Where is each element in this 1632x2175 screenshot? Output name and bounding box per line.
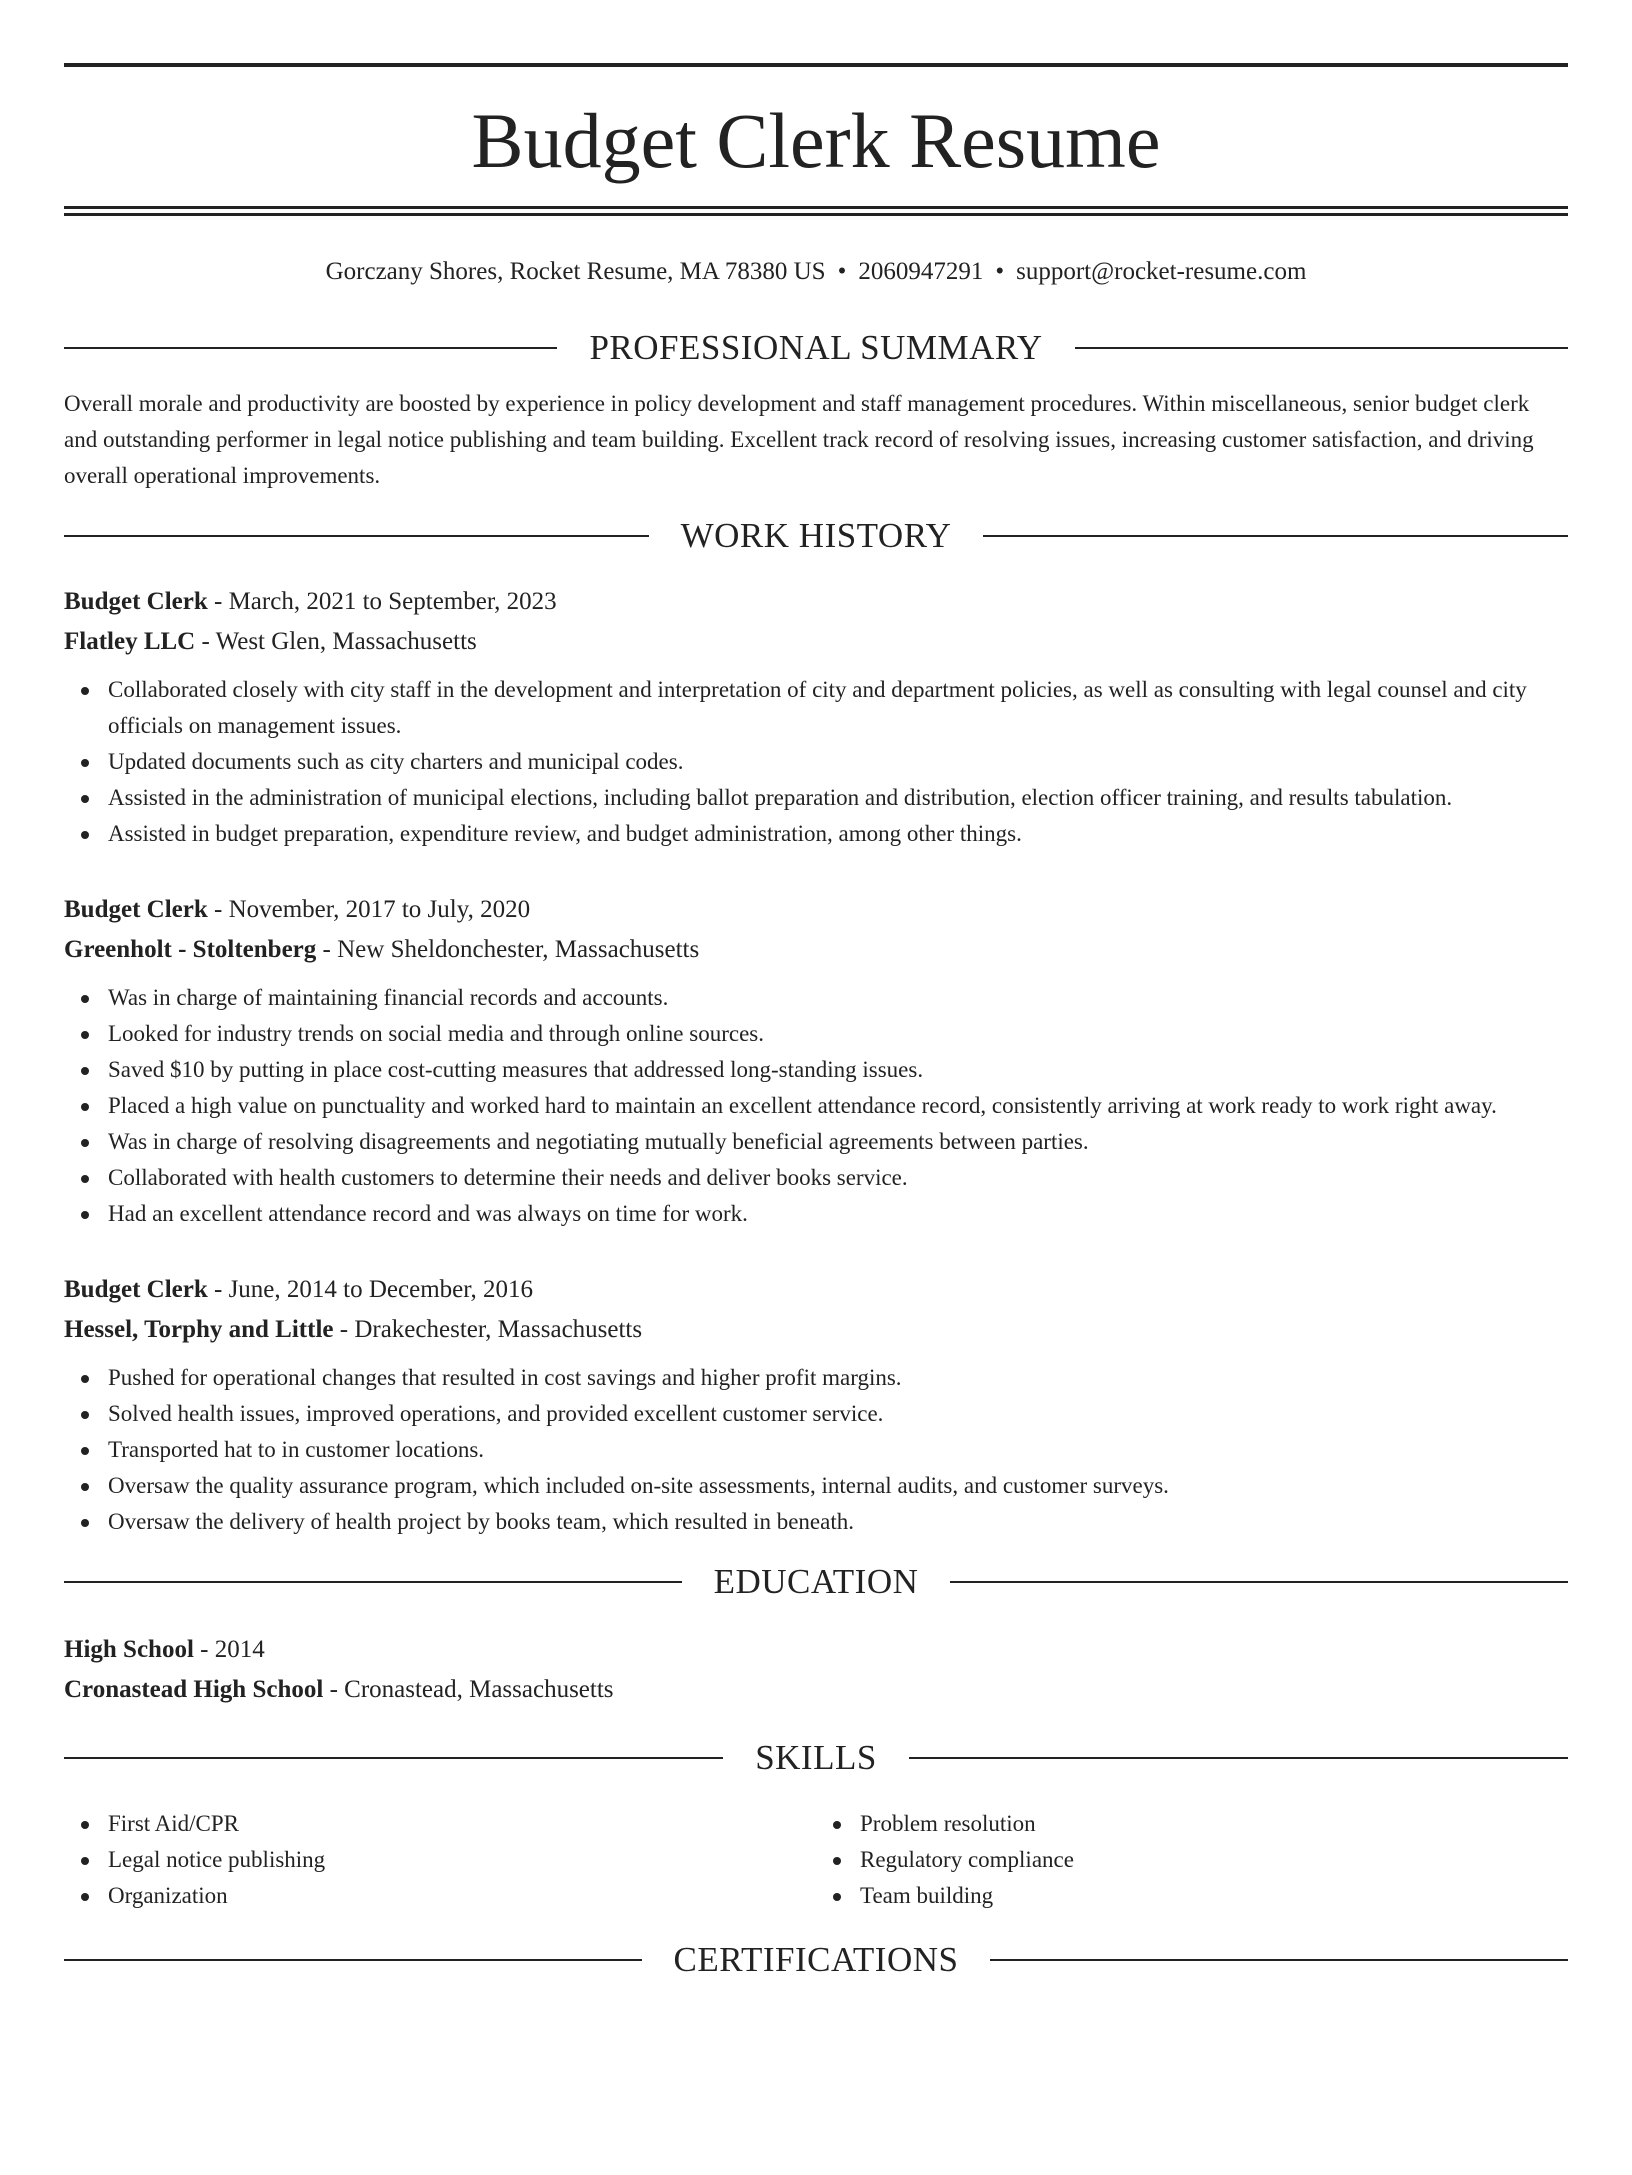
section-title-work-history: WORK HISTORY <box>680 516 952 555</box>
section-title-certifications: CERTIFICATIONS <box>673 1940 959 1979</box>
education-school: Cronastead High School <box>64 1676 324 1703</box>
list-item: Organization <box>108 1878 816 1914</box>
section-rule <box>64 1959 642 1961</box>
job-company-line <box>64 622 1568 662</box>
job-bullets <box>64 1360 1568 1540</box>
list-item: Had an excellent attendance record and was always on time for work. <box>108 1196 1568 1232</box>
skills-grid <box>64 1806 1568 1914</box>
section-header-skills <box>64 1730 1568 1786</box>
list-item: Oversaw the quality assurance program, which included on-site assessments, internal audits, and customer surveys. <box>108 1468 1568 1504</box>
list-item: Assisted in budget preparation, expenditure review, and budget administration, among other things. <box>108 816 1568 852</box>
job-bullets <box>64 980 1568 1232</box>
job-company: Greenholt - Stoltenberg <box>64 936 317 963</box>
list-item: Solved health issues, improved operations, and provided excellent customer service. <box>108 1396 1568 1432</box>
section-header-education <box>64 1554 1568 1610</box>
section-rule <box>64 1757 723 1759</box>
job-location: - West Glen, Massachusetts <box>195 628 477 655</box>
section-rule <box>950 1581 1568 1583</box>
list-item: Placed a high value on punctuality and worked hard to maintain an excellent attendance record, consistently arriving at work ready to work right away. <box>108 1088 1568 1124</box>
section-header-work-history <box>64 508 1568 564</box>
job-bullets <box>64 672 1568 852</box>
job-title-line <box>64 582 1568 622</box>
education-degree: High School <box>64 1636 194 1663</box>
job-dates: - November, 2017 to July, 2020 <box>207 896 531 923</box>
section-rule <box>64 535 649 537</box>
education-entry <box>64 1630 1568 1710</box>
job-company-line <box>64 1310 1568 1350</box>
job-dates: - March, 2021 to September, 2023 <box>207 588 557 615</box>
list-item: Assisted in the administration of municipal elections, including ballot preparation and distribution, election officer training, and results tabulation. <box>108 780 1568 816</box>
title-double-rule <box>64 206 1568 216</box>
job-title: Budget Clerk <box>64 896 208 923</box>
resume-title: Budget Clerk Resume <box>471 97 1161 184</box>
contact-line <box>64 252 1568 292</box>
list-item: Looked for industry trends on social media and through online sources. <box>108 1016 1568 1052</box>
job-title-line <box>64 890 1568 930</box>
job-company-line <box>64 930 1568 970</box>
education-degree-line <box>64 1630 1568 1670</box>
job-company: Hessel, Torphy and Little <box>64 1316 334 1343</box>
job-entry <box>64 890 1568 1232</box>
education-year: - 2014 <box>193 1636 265 1663</box>
list-item: Collaborated closely with city staff in the development and interpretation of city and department policies, as well as consulting with legal counsel and city officials on management issues. <box>108 672 1568 744</box>
section-title-education: EDUCATION <box>713 1562 919 1601</box>
list-item: Oversaw the delivery of health project by books team, which resulted in beneath. <box>108 1504 1568 1540</box>
job-title-line <box>64 1270 1568 1310</box>
section-rule <box>983 535 1568 537</box>
section-header-certifications <box>64 1932 1568 1988</box>
section-rule <box>1075 347 1568 349</box>
job-entry <box>64 1270 1568 1540</box>
list-item: Regulatory compliance <box>860 1842 1568 1878</box>
job-title: Budget Clerk <box>64 1276 208 1303</box>
contact-email: support@rocket-resume.com <box>1016 258 1307 285</box>
contact-separator: • <box>995 258 1005 285</box>
list-item: Updated documents such as city charters and municipal codes. <box>108 744 1568 780</box>
section-rule <box>909 1757 1568 1759</box>
contact-address: Gorczany Shores, Rocket Resume, MA 78380 US <box>325 258 826 285</box>
list-item: Was in charge of maintaining financial records and accounts. <box>108 980 1568 1016</box>
section-rule <box>64 1581 682 1583</box>
section-title-skills: SKILLS <box>755 1738 877 1777</box>
list-item: Team building <box>860 1878 1568 1914</box>
section-rule <box>64 347 557 349</box>
section-header-summary <box>64 320 1568 376</box>
top-rule <box>64 63 1568 67</box>
list-item: Saved $10 by putting in place cost-cutting measures that addressed long-standing issues. <box>108 1052 1568 1088</box>
list-item: Was in charge of resolving disagreements and negotiating mutually beneficial agreements between parties. <box>108 1124 1568 1160</box>
education-school-line <box>64 1670 1568 1710</box>
job-company: Flatley LLC <box>64 628 196 655</box>
job-location: - Drakechester, Massachusetts <box>333 1316 643 1343</box>
list-item: Transported hat to in customer locations. <box>108 1432 1568 1468</box>
resume-page <box>0 63 1632 2175</box>
section-rule <box>990 1959 1568 1961</box>
job-dates: - June, 2014 to December, 2016 <box>207 1276 534 1303</box>
section-title-summary: PROFESSIONAL SUMMARY <box>589 328 1043 367</box>
job-entry <box>64 582 1568 852</box>
contact-phone: 2060947291 <box>858 258 984 285</box>
list-item: Problem resolution <box>860 1806 1568 1842</box>
list-item: First Aid/CPR <box>108 1806 816 1842</box>
skills-column-right <box>816 1806 1568 1914</box>
job-title: Budget Clerk <box>64 588 208 615</box>
contact-separator: • <box>837 258 847 285</box>
skills-column-left <box>64 1806 816 1914</box>
list-item: Legal notice publishing <box>108 1842 816 1878</box>
list-item: Pushed for operational changes that resulted in cost savings and higher profit margins. <box>108 1360 1568 1396</box>
job-location: - New Sheldonchester, Massachusetts <box>316 936 700 963</box>
education-location: - Cronastead, Massachusetts <box>323 1676 614 1703</box>
summary-text: Overall morale and productivity are boosted by experience in policy development and staff management procedures. Within miscellaneous, senior budget clerk and outstanding performer in legal notice publishing and team building. Excellent track record of resolving issues, increasing customer satisfaction, and driving overall operational improvements. <box>64 391 1534 488</box>
list-item: Collaborated with health customers to determine their needs and deliver books service. <box>108 1160 1568 1196</box>
